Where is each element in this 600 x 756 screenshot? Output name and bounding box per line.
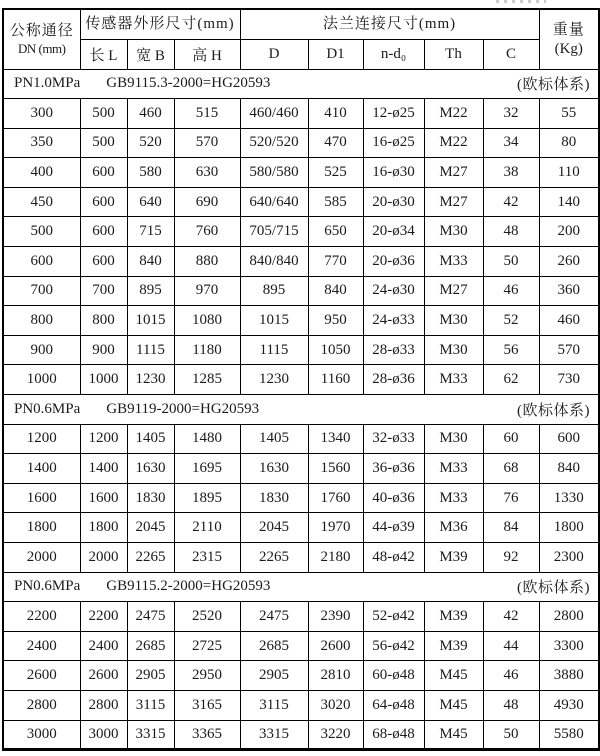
- cell-c: 50: [483, 247, 539, 277]
- section-header-line: [4, 399, 598, 420]
- table-row: [3, 306, 599, 336]
- cell-c: 50: [483, 720, 539, 750]
- cell-n-d0: 28-ø36: [363, 365, 424, 395]
- cell-dn: 450: [3, 187, 80, 217]
- cell-height-h: 1695: [174, 454, 240, 484]
- header-weight: [539, 9, 599, 69]
- cell-n-d0: 40-ø36: [363, 483, 424, 513]
- cell-height-h: 2110: [174, 513, 240, 543]
- cell-width-b: 3315: [127, 720, 174, 750]
- cell-height-h: 1285: [174, 365, 240, 395]
- cell-width-b: 1405: [127, 424, 174, 454]
- cell-d: 1230: [240, 365, 308, 395]
- cell-height-h: 880: [174, 247, 240, 277]
- cell-length-l: 1400: [80, 454, 127, 484]
- cell-dn: 300: [3, 99, 80, 129]
- header-th: Th: [424, 39, 483, 69]
- cell-c: 38: [483, 158, 539, 188]
- pressure-rating: PN0.6MPa: [14, 578, 81, 595]
- cell-d1: 1560: [308, 454, 363, 484]
- cell-th: M33: [424, 365, 483, 395]
- cell-weight: 5580: [539, 720, 599, 750]
- cell-d: 1630: [240, 454, 308, 484]
- table-row: [3, 99, 599, 129]
- cell-th: M22: [424, 99, 483, 129]
- cell-th: M33: [424, 454, 483, 484]
- cell-d: 2265: [240, 543, 308, 573]
- table-row: [3, 247, 599, 277]
- cell-weight: 110: [539, 158, 599, 188]
- cell-dn: 500: [3, 217, 80, 247]
- cell-weight: 460: [539, 306, 599, 336]
- table-row: [3, 631, 599, 661]
- cell-c: 48: [483, 690, 539, 720]
- header-height-h: 高 H: [174, 39, 240, 69]
- cell-th: M27: [424, 187, 483, 217]
- cell-height-h: 1480: [174, 424, 240, 454]
- cell-height-h: 3165: [174, 690, 240, 720]
- header-flange-connection-group: 法兰连接尺寸(mm): [240, 9, 539, 39]
- cell-dn: 2400: [3, 631, 80, 661]
- table-header: [3, 9, 599, 69]
- cell-n-d0: 16-ø25: [363, 128, 424, 158]
- cell-d: 705/715: [240, 217, 308, 247]
- cell-th: M45: [424, 690, 483, 720]
- cell-length-l: 3000: [80, 720, 127, 750]
- cell-d: 895: [240, 276, 308, 306]
- cell-dn: 350: [3, 128, 80, 158]
- cell-weight: 260: [539, 247, 599, 277]
- cell-length-l: 600: [80, 187, 127, 217]
- cell-n-d0: 48-ø42: [363, 543, 424, 573]
- standard-code: GB9115.3-2000=HG20593: [106, 75, 271, 92]
- cell-n-d0: 20-ø36: [363, 247, 424, 277]
- cell-d1: 1970: [308, 513, 363, 543]
- pressure-rating: PN1.0MPa: [14, 75, 81, 92]
- cell-d1: 2390: [308, 602, 363, 632]
- cell-d: 2475: [240, 602, 308, 632]
- table-row: [3, 720, 599, 750]
- header-row-subcolumns: [3, 39, 599, 69]
- cell-height-h: 3365: [174, 720, 240, 750]
- cell-d1: 2180: [308, 543, 363, 573]
- cell-height-h: 570: [174, 128, 240, 158]
- cell-d1: 1160: [308, 365, 363, 395]
- cell-c: 62: [483, 365, 539, 395]
- cell-weight: 200: [539, 217, 599, 247]
- cell-weight: 2300: [539, 543, 599, 573]
- cell-n-d0: 20-ø30: [363, 187, 424, 217]
- cell-width-b: 2905: [127, 661, 174, 691]
- cell-c: 76: [483, 483, 539, 513]
- cell-th: M45: [424, 661, 483, 691]
- cell-width-b: 640: [127, 187, 174, 217]
- cell-d: 640/640: [240, 187, 308, 217]
- cell-width-b: 715: [127, 217, 174, 247]
- cell-c: 84: [483, 513, 539, 543]
- cell-weight: 2800: [539, 602, 599, 632]
- cell-d: 3115: [240, 690, 308, 720]
- cell-th: M30: [424, 217, 483, 247]
- cell-weight: 55: [539, 99, 599, 129]
- cell-c: 44: [483, 631, 539, 661]
- cell-dn: 1800: [3, 513, 80, 543]
- cell-th: M33: [424, 247, 483, 277]
- cell-height-h: 690: [174, 187, 240, 217]
- section-header-cell: [3, 69, 599, 99]
- cell-height-h: 2725: [174, 631, 240, 661]
- section-row: [3, 395, 599, 425]
- cell-length-l: 900: [80, 335, 127, 365]
- cell-d1: 770: [308, 247, 363, 277]
- cell-c: 68: [483, 454, 539, 484]
- header-n-d0: n-d₀: [363, 39, 424, 69]
- cell-weight: 4930: [539, 690, 599, 720]
- cell-d: 2685: [240, 631, 308, 661]
- cell-length-l: 500: [80, 128, 127, 158]
- cell-height-h: 2315: [174, 543, 240, 573]
- cell-dn: 3000: [3, 720, 80, 750]
- cell-dn: 1400: [3, 454, 80, 484]
- cell-dn: 2800: [3, 690, 80, 720]
- cell-c: 34: [483, 128, 539, 158]
- table-row: [3, 424, 599, 454]
- cell-dn: 1200: [3, 424, 80, 454]
- cell-n-d0: 24-ø33: [363, 306, 424, 336]
- cell-c: 32: [483, 99, 539, 129]
- cell-n-d0: 32-ø33: [363, 424, 424, 454]
- cell-c: 42: [483, 602, 539, 632]
- cell-length-l: 500: [80, 99, 127, 129]
- cell-d1: 470: [308, 128, 363, 158]
- cell-d1: 3020: [308, 690, 363, 720]
- cell-d: 3315: [240, 720, 308, 750]
- cell-d1: 1050: [308, 335, 363, 365]
- cell-length-l: 1200: [80, 424, 127, 454]
- cell-n-d0: 52-ø42: [363, 602, 424, 632]
- header-length-l: 长 L: [80, 39, 127, 69]
- header-nominal-diameter: [3, 9, 80, 69]
- cell-weight: 1330: [539, 483, 599, 513]
- cell-length-l: 1800: [80, 513, 127, 543]
- cell-d1: 3220: [308, 720, 363, 750]
- cell-weight: 3300: [539, 631, 599, 661]
- cell-th: M45: [424, 720, 483, 750]
- cell-th: M22: [424, 128, 483, 158]
- cell-n-d0: 12-ø25: [363, 99, 424, 129]
- cell-n-d0: 60-ø48: [363, 661, 424, 691]
- cell-height-h: 515: [174, 99, 240, 129]
- cell-d: 460/460: [240, 99, 308, 129]
- cell-d1: 650: [308, 217, 363, 247]
- cell-th: M36: [424, 513, 483, 543]
- cell-d: 1015: [240, 306, 308, 336]
- cell-height-h: 970: [174, 276, 240, 306]
- cell-weight: 140: [539, 187, 599, 217]
- cell-length-l: 600: [80, 217, 127, 247]
- cell-width-b: 2685: [127, 631, 174, 661]
- cell-c: 46: [483, 276, 539, 306]
- cell-length-l: 1000: [80, 365, 127, 395]
- header-sensor-dimensions-group: 传感器外形尺寸(mm): [80, 9, 240, 39]
- cell-th: M30: [424, 335, 483, 365]
- cell-width-b: 1830: [127, 483, 174, 513]
- cell-width-b: 2475: [127, 602, 174, 632]
- cell-th: M30: [424, 424, 483, 454]
- header-weight-unit: (Kg): [554, 40, 583, 57]
- cell-length-l: 700: [80, 276, 127, 306]
- cell-th: M30: [424, 306, 483, 336]
- table-row: [3, 602, 599, 632]
- table-row: [3, 158, 599, 188]
- standard-system-note: (欧标体系): [517, 77, 591, 94]
- section-header-cell: [3, 395, 599, 425]
- cell-th: M33: [424, 483, 483, 513]
- cell-th: M27: [424, 158, 483, 188]
- cell-weight: 3880: [539, 661, 599, 691]
- cell-height-h: 1080: [174, 306, 240, 336]
- header-d: D: [240, 39, 308, 69]
- cell-d: 1115: [240, 335, 308, 365]
- header-width-b: 宽 B: [127, 39, 174, 69]
- standard-system-note: (欧标体系): [517, 402, 591, 419]
- cell-width-b: 1230: [127, 365, 174, 395]
- cell-d: 580/580: [240, 158, 308, 188]
- standard-code: GB9119-2000=HG20593: [106, 400, 260, 417]
- cell-length-l: 2000: [80, 543, 127, 573]
- cell-d1: 1760: [308, 483, 363, 513]
- cell-length-l: 2600: [80, 661, 127, 691]
- section-row: [3, 572, 599, 602]
- cell-length-l: 600: [80, 247, 127, 277]
- cell-d: 840/840: [240, 247, 308, 277]
- cell-c: 52: [483, 306, 539, 336]
- header-nominal-diameter-cn: 公称通径: [9, 23, 74, 40]
- cell-height-h: 1895: [174, 483, 240, 513]
- cell-dn: 2200: [3, 602, 80, 632]
- cell-width-b: 1015: [127, 306, 174, 336]
- cell-d1: 1340: [308, 424, 363, 454]
- cell-height-h: 2520: [174, 602, 240, 632]
- cell-n-d0: 24-ø30: [363, 276, 424, 306]
- cell-d: 2045: [240, 513, 308, 543]
- cell-dn: 1600: [3, 483, 80, 513]
- cell-n-d0: 28-ø33: [363, 335, 424, 365]
- cell-dn: 600: [3, 247, 80, 277]
- cell-c: 42: [483, 187, 539, 217]
- cell-d: 520/520: [240, 128, 308, 158]
- table-row: [3, 543, 599, 573]
- cell-c: 92: [483, 543, 539, 573]
- cell-length-l: 2800: [80, 690, 127, 720]
- cell-d1: 950: [308, 306, 363, 336]
- cell-dn: 900: [3, 335, 80, 365]
- cell-d: 1830: [240, 483, 308, 513]
- table-row: [3, 483, 599, 513]
- header-nominal-diameter-unit: DN (mm): [18, 41, 66, 57]
- cell-height-h: 2950: [174, 661, 240, 691]
- cell-c: 56: [483, 335, 539, 365]
- cell-width-b: 895: [127, 276, 174, 306]
- cell-n-d0: 36-ø36: [363, 454, 424, 484]
- table-row: [3, 513, 599, 543]
- cell-c: 48: [483, 217, 539, 247]
- cell-weight: 1800: [539, 513, 599, 543]
- table-row: [3, 276, 599, 306]
- cell-th: M39: [424, 602, 483, 632]
- pressure-rating: PN0.6MPa: [14, 400, 81, 417]
- header-d1: D1: [308, 39, 363, 69]
- cell-weight: 360: [539, 276, 599, 306]
- cell-width-b: 520: [127, 128, 174, 158]
- cell-n-d0: 16-ø30: [363, 158, 424, 188]
- cell-weight: 730: [539, 365, 599, 395]
- section-header-cell: [3, 572, 599, 602]
- table-row: [3, 217, 599, 247]
- cell-th: M39: [424, 543, 483, 573]
- cell-height-h: 630: [174, 158, 240, 188]
- section-header-line: [4, 576, 598, 597]
- cell-weight: 840: [539, 454, 599, 484]
- cell-height-h: 1180: [174, 335, 240, 365]
- cell-th: M27: [424, 276, 483, 306]
- cell-height-h: 760: [174, 217, 240, 247]
- cell-length-l: 1600: [80, 483, 127, 513]
- cell-d1: 840: [308, 276, 363, 306]
- cell-width-b: 2045: [127, 513, 174, 543]
- cell-dn: 1000: [3, 365, 80, 395]
- cell-d: 1405: [240, 424, 308, 454]
- cell-width-b: 840: [127, 247, 174, 277]
- cell-width-b: 2265: [127, 543, 174, 573]
- cell-d1: 2600: [308, 631, 363, 661]
- cell-th: M39: [424, 631, 483, 661]
- cell-d1: 585: [308, 187, 363, 217]
- table-row: [3, 335, 599, 365]
- cell-n-d0: 20-ø34: [363, 217, 424, 247]
- section-row: [3, 69, 599, 99]
- cell-dn: 2600: [3, 661, 80, 691]
- cell-length-l: 2400: [80, 631, 127, 661]
- table-row: [3, 661, 599, 691]
- cell-n-d0: 44-ø39: [363, 513, 424, 543]
- cell-d: 2905: [240, 661, 308, 691]
- table-body: [3, 69, 599, 750]
- cell-c: 60: [483, 424, 539, 454]
- scan-artifact: [496, 0, 546, 3]
- cell-length-l: 800: [80, 306, 127, 336]
- header-row-groups: [3, 9, 599, 39]
- cell-dn: 800: [3, 306, 80, 336]
- table-row: [3, 454, 599, 484]
- table-row: [3, 365, 599, 395]
- cell-length-l: 600: [80, 158, 127, 188]
- cell-width-b: 3115: [127, 690, 174, 720]
- cell-width-b: 460: [127, 99, 174, 129]
- cell-width-b: 1630: [127, 454, 174, 484]
- cell-n-d0: 56-ø42: [363, 631, 424, 661]
- table-row: [3, 128, 599, 158]
- section-header-line: [4, 73, 598, 94]
- header-weight-cn: 重量: [552, 21, 585, 38]
- cell-weight: 80: [539, 128, 599, 158]
- cell-d1: 2810: [308, 661, 363, 691]
- cell-c: 46: [483, 661, 539, 691]
- cell-dn: 700: [3, 276, 80, 306]
- cell-weight: 570: [539, 335, 599, 365]
- cell-width-b: 580: [127, 158, 174, 188]
- table-row: [3, 187, 599, 217]
- cell-n-d0: 68-ø48: [363, 720, 424, 750]
- standard-system-note: (欧标体系): [517, 580, 591, 597]
- cell-length-l: 2200: [80, 602, 127, 632]
- table-row: [3, 690, 599, 720]
- dimension-spec-table: [2, 8, 600, 751]
- cell-d1: 525: [308, 158, 363, 188]
- header-c: C: [483, 39, 539, 69]
- standard-code: GB9115.2-2000=HG20593: [106, 578, 271, 595]
- cell-width-b: 1115: [127, 335, 174, 365]
- cell-d1: 410: [308, 99, 363, 129]
- cell-weight: 600: [539, 424, 599, 454]
- cell-dn: 400: [3, 158, 80, 188]
- cell-n-d0: 64-ø48: [363, 690, 424, 720]
- cell-dn: 2000: [3, 543, 80, 573]
